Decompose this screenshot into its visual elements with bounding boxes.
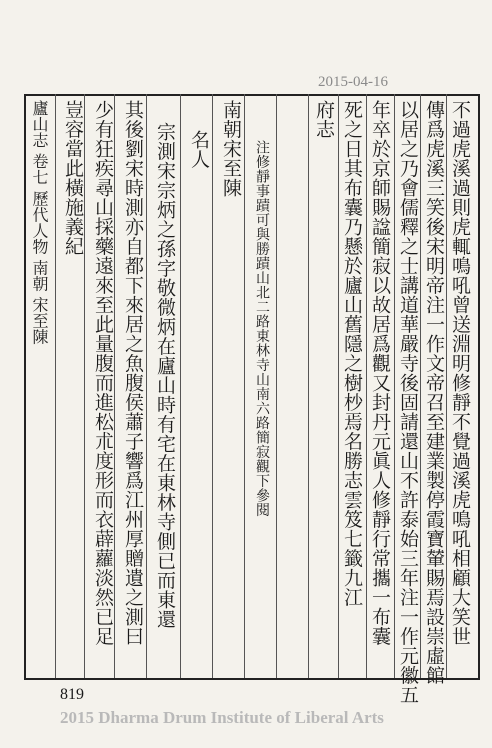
text-column: 以居之乃會儒釋之士講道華嚴寺後固請還山不許泰始三年注一作元徽五 (397, 100, 419, 705)
text-column: 死之日其布囊乃懸於廬山舊隱之樹杪焉名勝志雲笈七籤九江 (341, 100, 363, 607)
column-rule (212, 94, 213, 678)
column-rule (308, 94, 309, 678)
column-rule (84, 94, 85, 678)
column-rule (338, 94, 339, 678)
column-rule (366, 94, 367, 678)
column-rule (146, 94, 147, 678)
scan-date: 2015-04-16 (318, 74, 388, 90)
column-rule (276, 94, 277, 678)
text-column: 傳爲虎溪三笑後宋明帝注一作文帝召至建業製停霞寶輦賜焉設崇虛館 (423, 100, 445, 685)
column-rule (420, 94, 421, 678)
text-column: 豈容當此橫施義紀 (62, 100, 84, 256)
column-rule (180, 94, 181, 678)
section-heading: 南朝宋至陳 (220, 100, 242, 198)
watermark: 2015 Dharma Drum Institute of Liberal Arts (60, 708, 384, 727)
text-column: 其後劉宋時測亦自都下來居之魚腹侯蕭子響爲江州厚贈遺之測曰 (122, 100, 144, 646)
column-rule (114, 94, 115, 678)
column-rule (394, 94, 395, 678)
text-column: 宗測宋宗炳之孫字敬微炳在廬山時有宅在東林寺側已而東還 (154, 122, 176, 629)
page-number: 819 (60, 686, 84, 703)
column-rule (446, 94, 447, 678)
column-rule (55, 94, 56, 678)
text-column: 不過虎溪過則虎輒鳴吼曾送淵明修靜不覺過溪虎鳴吼相顧大笑世 (449, 100, 471, 646)
text-column: 年卒於京師賜諡簡寂以故居爲觀又封丹元眞人修靜行常攜一布囊 (369, 100, 391, 646)
margin-title: 廬山志 卷七 歷代人物 南朝 宋至陳 (30, 100, 49, 345)
column-rule (244, 94, 245, 678)
sub-heading: 名人 (188, 130, 210, 169)
text-column: 少有狂疾尋山採藥遠來至此量腹而進松朮度形而衣薜蘿淡然已足 (92, 100, 114, 646)
annotation-column: 注修靜事蹟可與勝蹟山北二路東林寺山南六路簡寂觀下參閱 (254, 140, 270, 517)
text-column: 府志 (313, 100, 335, 139)
